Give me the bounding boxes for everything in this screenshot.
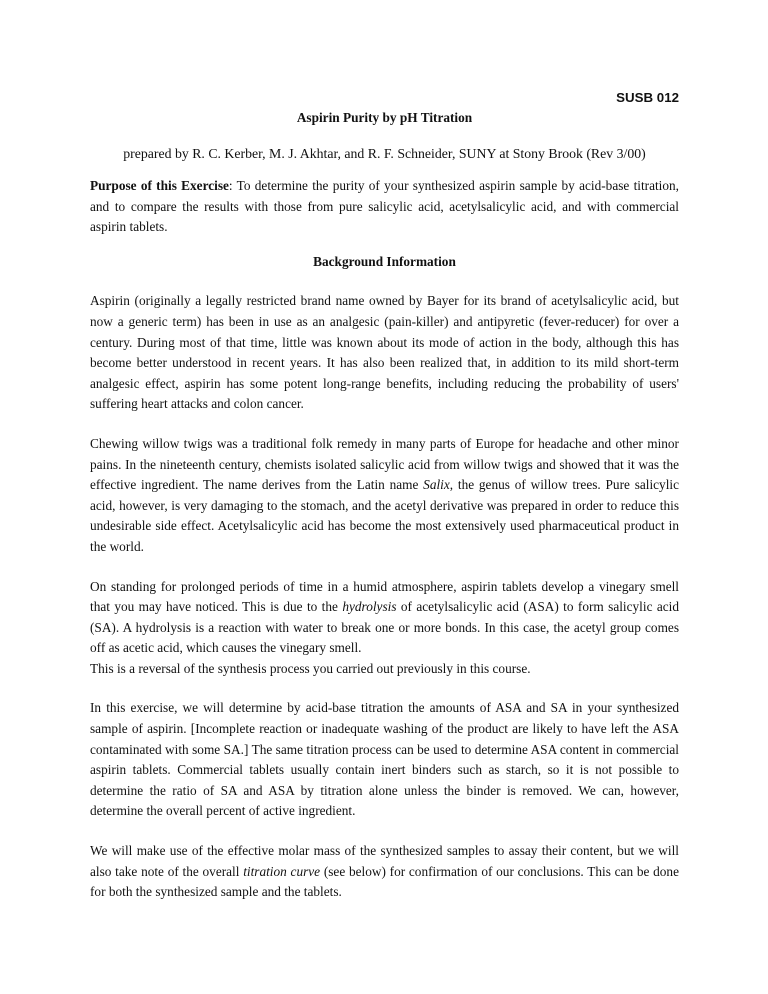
document-title: Aspirin Purity by pH Titration: [296, 110, 473, 125]
italic-term-salix: Salix: [423, 477, 450, 493]
document-page: [90, 88, 679, 903]
purpose-label: Purpose of this Exercise: [90, 178, 229, 193]
purpose-paragraph: [90, 176, 679, 238]
paragraph-hydrolysis: [90, 577, 679, 659]
purpose-text: To determine the purity of your synthesized aspirin sample by acid-base titration, and to compare the results with those from pure salicylic acid, acetylsalicylic acid, and with commercial aspirin tablets.: [90, 178, 679, 235]
purpose-colon: :: [228, 178, 233, 193]
text-span: (see below) for confirmation of our conclusions. This can be done for both the synthesized sample and the tablets.: [90, 863, 679, 900]
paragraph-aspirin-history: Aspirin (originally a legally restricted brand name owned by Bayer for its brand of acetylsalicylic acid, but now a generic term) has been in use as an analgesic (pain-killer) and antipyretic (fever-reducer) for over a century. During most of that time, little was known about its mode of action in the body, although this has become better understood in recent years. It has also been realized that, in addition to its mild short-term analgesic effect, aspirin has some potent long-range benefits, including reducing the probability of users' suffering heart attacks and colon cancer.: [90, 293, 679, 412]
paragraph-reversal-note: This is a reversal of the synthesis process you carried out previously in this course.: [90, 660, 531, 676]
paragraph-exercise-description: In this exercise, we will determine by acid-base titration the amounts of ASA and SA in your synthesized sample of aspirin. [Incomplete reaction or inadequate washing of the product are likely to have left the ASA contaminated with some SA.] The same titration process can be used to determine ASA content in commercial aspirin tablets. Commercial tablets usually contain inert binders such as starch, so it is not possible to determine the ratio of SA and ASA by titration alone unless the binder is removed. We can, however, determine the overall percent of active ingredient.: [90, 700, 679, 819]
italic-term-hydrolysis: hydrolysis: [342, 599, 397, 615]
text-span: We will make use of the effective molar mass of the synthesized samples to assay their content, but we will also take note of the overall: [90, 843, 679, 879]
paragraph-willow-twigs: [90, 434, 679, 558]
paragraph-molar-mass: [90, 841, 679, 903]
text-span: , the genus of willow trees. Pure salicylic acid, however, is very damaging to the stomach, and the acetyl derivative was prepared in order to reduce this undesirable side effect. Acetylsalicylic acid has become the most extensively used pharmaceutical product in the world.: [90, 477, 679, 554]
course-code: SUSB 012: [616, 90, 679, 105]
section-heading-background: Background Information: [313, 253, 456, 269]
authors-line: prepared by R. C. Kerber, M. J. Akhtar, and R. F. Schneider, SUNY at Stony Brook (Rev 3/00): [123, 146, 646, 161]
italic-term-titration-curve: titration curve: [243, 863, 321, 879]
text-span: On standing for prolonged periods of time in a humid atmosphere, aspirin tablets develop a vinegary smell that you may have noticed. This is due to the: [90, 578, 679, 615]
text-span: Chewing willow twigs was a traditional folk remedy in many parts of Europe for headache and other minor pains. In the nineteenth century, chemists isolated salicylic acid from willow twigs and showed that it was the effective ingredient. The name derives from the Latin name: [90, 435, 679, 493]
text-span: of acetylsalicylic acid (ASA) to form salicylic acid (SA). A hydrolysis is a reaction with water to break one or more bonds. In this case, the acetyl group comes off as acetic acid, which causes the vinegary smell.: [90, 599, 680, 656]
